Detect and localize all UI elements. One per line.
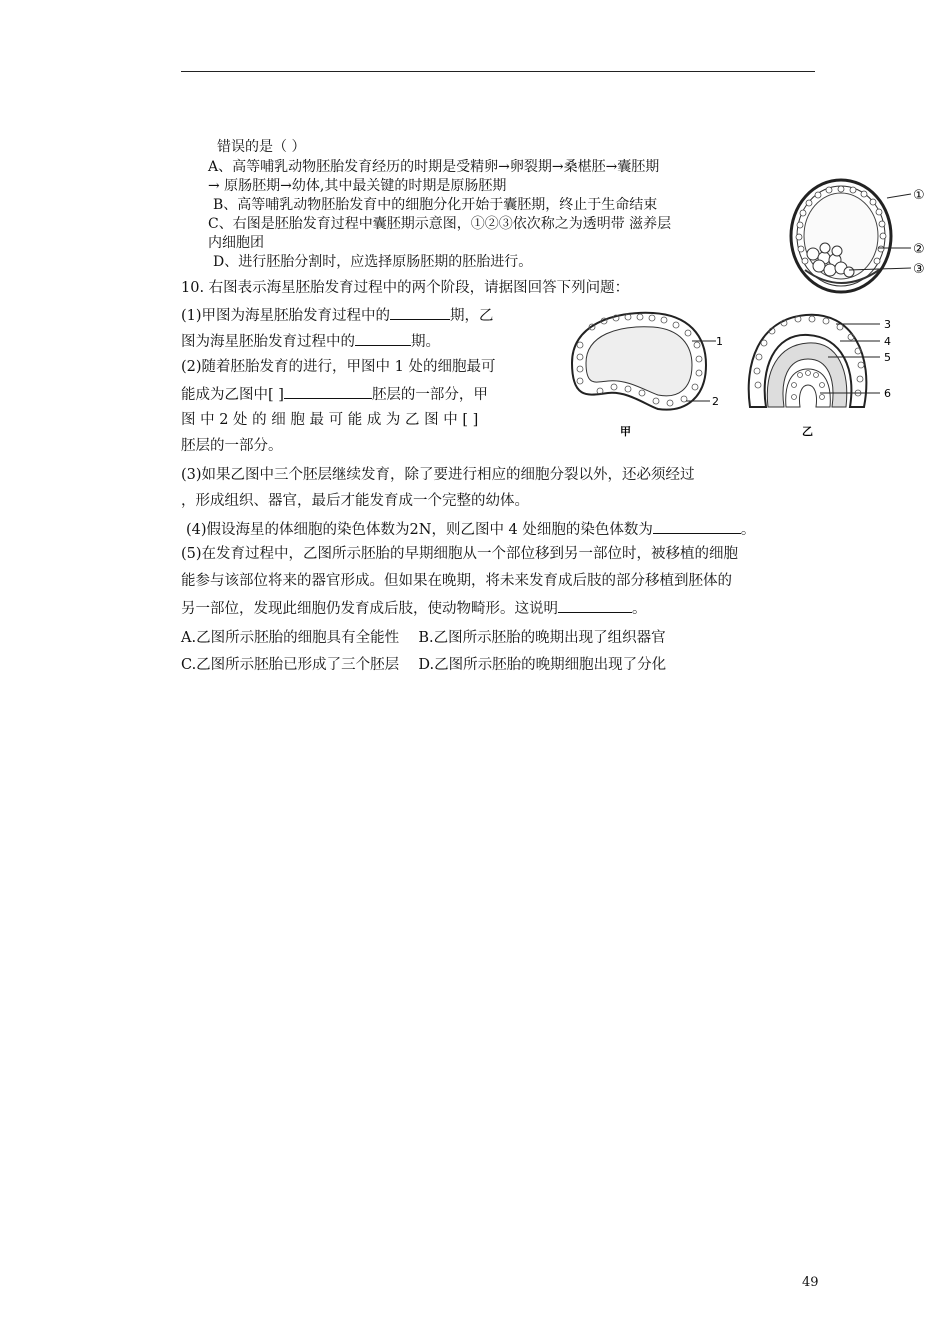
- q10-part3-line1: (3)如果乙图中三个胚层继续发育，除了要进行相应的细胞分裂以外，还必须经过: [181, 467, 695, 483]
- q10-part1-line2: [181, 331, 440, 351]
- q10-part3-line2: ，形成组织、器官，最后才能发育成一个完整的幼体。: [181, 493, 529, 509]
- q10-p4-text: (4)假设海星的体细胞的染色体数为2N，则乙图中 4 处细胞的染色体数为: [186, 522, 653, 538]
- q10-p1-text-a: (1)甲图为海星胚胎发育过程中的: [181, 308, 391, 324]
- blastocyst-label-1: ①: [913, 188, 925, 203]
- q10-p5-end: 。: [632, 601, 647, 617]
- yi-number-4: 4: [884, 335, 891, 348]
- q9-option-a-line1: A、高等哺乳动物胚胎发育经历的时期是受精卵→卵裂期→桑椹胚→囊胚期: [208, 159, 660, 175]
- yi-diagram: [749, 315, 891, 438]
- yi-number-6: 6: [884, 387, 891, 400]
- q10-p4-end: 。: [740, 522, 756, 538]
- q10-p1-text-d: 期。: [411, 334, 440, 350]
- q9-option-d: D、进行胚胎分割时，应选择原肠胚期的胚胎进行。: [213, 254, 533, 270]
- q10-part2-line3: 图 中 2 处 的 细 胞 最 可 能 成 为 乙 图 中 [ ]: [181, 412, 479, 428]
- blastocyst-label-2: ②: [913, 242, 925, 257]
- option-c: C.乙图所示胚胎已形成了三个胚层: [181, 657, 400, 673]
- q10-p5-text-c: 另一部位，发现此细胞仍发育成后肢，使动物畸形。这说明: [181, 601, 558, 617]
- header-rule: [181, 71, 815, 72]
- q10-p2-text-b: 能成为乙图中[ ]: [181, 387, 284, 403]
- blastocyst-label-3: ③: [913, 262, 925, 277]
- q10-part4: [186, 519, 755, 539]
- q10-options-row2: [181, 656, 666, 674]
- blastocyst-figure: [783, 174, 933, 298]
- answer-blank-2[interactable]: [355, 331, 411, 346]
- q10-p1-text-c: 图为海星胚胎发育过程中的: [181, 334, 355, 350]
- option-b: B.乙图所示胚胎的晚期出现了组织器官: [418, 630, 666, 646]
- q9-option-c-line2: 内细胞团: [208, 235, 264, 251]
- q10-part2-line2: [181, 384, 488, 404]
- yi-number-3: 3: [884, 318, 891, 331]
- answer-blank-4[interactable]: [653, 519, 741, 534]
- q9-option-a-line2: → 原肠胚期→幼体,其中最关键的时期是原肠胚期: [208, 178, 507, 194]
- q10-part2-line1: (2)随着胚胎发育的进行，甲图中 1 处的细胞最可: [181, 359, 496, 375]
- q9-option-b: B、高等哺乳动物胚胎发育中的细胞分化开始于囊胚期，终止于生命结束: [213, 197, 658, 213]
- q10-p1-text-b: 期，乙: [450, 308, 494, 324]
- q10-options-row1: [181, 629, 666, 647]
- jia-number-1: 1: [716, 335, 723, 348]
- q10-part2-line4: 胚层的一部分。: [181, 438, 283, 454]
- answer-blank-3[interactable]: [284, 384, 372, 399]
- yi-caption: 乙: [802, 425, 813, 438]
- answer-blank-5[interactable]: [558, 598, 632, 613]
- q9-stem-tail: 错误的是（ ）: [217, 139, 306, 155]
- q10-p2-text-c: 胚层的一部分，甲: [371, 387, 488, 403]
- jia-diagram: [572, 313, 723, 438]
- q10-part1-line1: [181, 305, 494, 325]
- jia-caption: 甲: [620, 425, 631, 438]
- option-d: D.乙图所示胚胎的晚期细胞出现了分化: [418, 657, 667, 673]
- page-number: 49: [802, 1275, 819, 1290]
- q10-part5-line1: (5)在发育过程中，乙图所示胚胎的早期细胞从一个部位移到另一部位时，被移植的细胞: [181, 546, 739, 562]
- answer-blank-1[interactable]: [390, 305, 450, 320]
- option-a: A.乙图所示胚胎的细胞具有全能性: [181, 630, 400, 646]
- starfish-embryo-figure: [558, 305, 900, 443]
- yi-number-5: 5: [884, 351, 891, 364]
- q10-stem: 10. 右图表示海星胚胎发育过程中的两个阶段，请据图回答下列问题：: [181, 280, 630, 296]
- q10-part5-line3: [181, 598, 647, 618]
- jia-number-2: 2: [712, 395, 719, 408]
- q10-part5-line2: 能参与该部位将来的器官形成。但如果在晚期，将未来发育成后肢的部分移植到胚体的: [181, 573, 732, 589]
- q9-option-c-line1: C、右图是胚胎发育过程中囊胚期示意图，①②③依次称之为透明带 滋养层: [208, 216, 672, 232]
